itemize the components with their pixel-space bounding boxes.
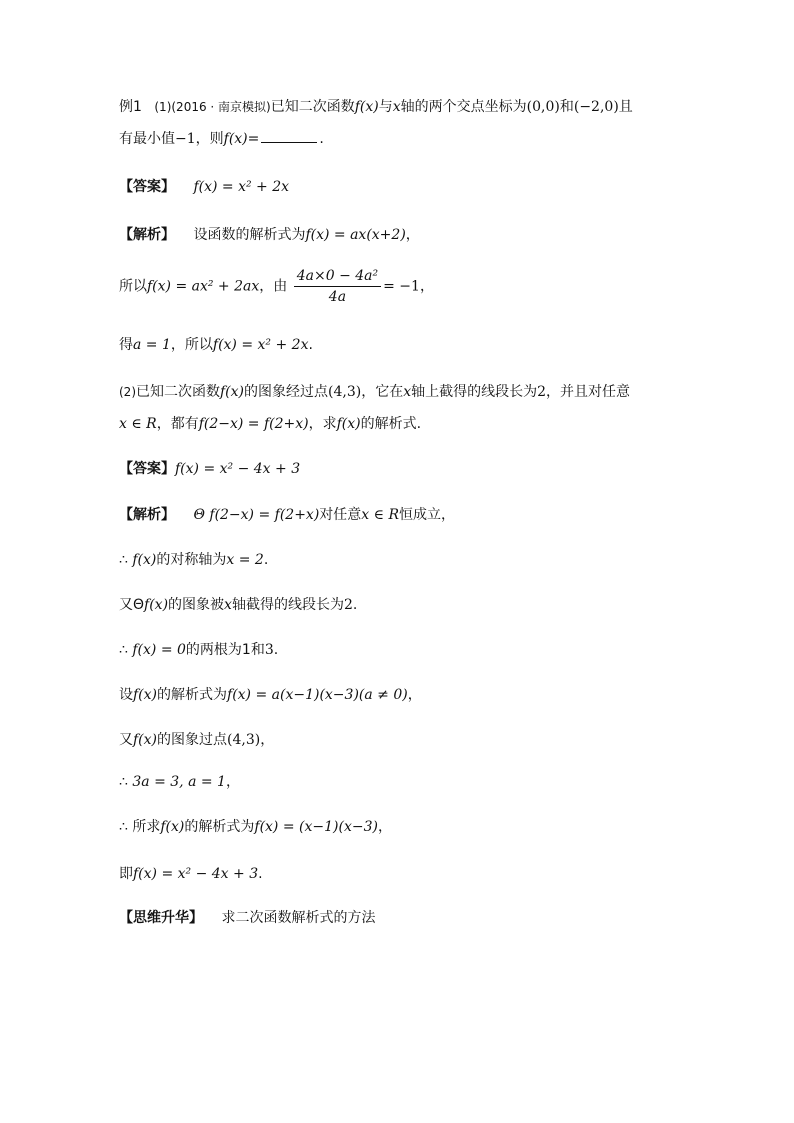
text: 又 [119, 732, 133, 748]
analysis2-step9 [119, 863, 263, 885]
text: 所以 [119, 278, 147, 295]
text: 且 [618, 99, 633, 115]
text: ， [407, 687, 422, 703]
therefore-symbol: ∴ [119, 774, 128, 790]
math-expression: f(x) = x² − 4x + 3 [133, 866, 259, 882]
math-value: 3 [264, 642, 274, 658]
math-expression: 3a = 3, a = 1 [132, 774, 226, 790]
math-expression: f(x) = 0 [132, 642, 186, 658]
answer-expression: f(x) = x² + 2x [193, 179, 290, 195]
text: . [273, 642, 279, 658]
math-value: −1 [175, 131, 196, 147]
math-point: (0,0) [526, 99, 560, 115]
analysis1-line3 [119, 334, 313, 356]
math-expression: f(x) = ax(x+2) [305, 227, 406, 243]
part-number: (1) [154, 100, 172, 114]
math-fx: f(x) [133, 687, 158, 703]
analysis2-step4 [119, 639, 278, 661]
text: . [263, 552, 269, 568]
math-expression: f(2−x) = f(2+x) [198, 416, 309, 432]
math-expression: Θ f(2−x) = f(2+x) [193, 507, 320, 523]
text: 又Θ [119, 597, 145, 613]
math-eq: = [247, 131, 260, 147]
answer1-line [119, 176, 289, 198]
analysis-label: 【解析】 [119, 227, 175, 243]
math-x: x [403, 384, 412, 400]
text: ，它在 [361, 384, 404, 400]
example1-line2 [119, 128, 324, 150]
fraction [294, 268, 381, 305]
fraction-numerator: 4a×0 − 4a² [294, 268, 381, 287]
text: 对任意 [319, 507, 362, 523]
text: 与 [378, 99, 393, 115]
math-expression: f(x) = ax² + 2ax [147, 278, 260, 295]
text: ，都有 [156, 416, 199, 432]
text: 设 [119, 687, 133, 703]
analysis2-step3 [119, 594, 357, 616]
text: 的解析式为 [184, 819, 255, 835]
summary-line [119, 907, 375, 929]
text: 已知二次函数 [270, 99, 355, 115]
math-point: (4,3) [328, 384, 362, 400]
text: ，所以 [170, 337, 213, 353]
analysis1-line1 [119, 224, 420, 246]
analysis2-step8 [119, 816, 392, 838]
math-expression: x ∈ R [361, 507, 399, 523]
summary-label: 【思维升华】 [119, 910, 203, 926]
summary-text: 求二次函数解析式的方法 [221, 910, 376, 926]
fraction-denominator: 4a [328, 289, 347, 305]
text: ，则 [195, 131, 224, 147]
math-expression: x = 2 [226, 552, 264, 568]
text: 轴的两个交点坐标为 [400, 99, 527, 115]
math-point: (−2,0) [573, 99, 619, 115]
analysis2-step7 [119, 771, 240, 793]
example1-line1 [119, 96, 633, 118]
math-expression: x ∈ R [119, 416, 157, 432]
text: 轴上截得的线段长为 [411, 384, 538, 400]
text: 有最小值 [119, 131, 175, 147]
text: ， [225, 774, 240, 790]
text: 已知二次函数 [136, 384, 220, 400]
therefore-symbol: ∴ [119, 819, 128, 835]
text: ，并且对任意 [546, 384, 631, 400]
analysis1-line2 [119, 268, 434, 305]
math-fx: f(x) [144, 597, 169, 613]
part-number: (2) [119, 385, 136, 399]
source-tag: (2016 · 南京模拟) [171, 100, 271, 114]
math-expression: f(x) = a(x−1)(x−3)(a ≠ 0) [227, 687, 408, 703]
text: 恒成立， [399, 507, 455, 523]
analysis2-step5 [119, 684, 422, 706]
text: 即 [119, 866, 133, 882]
text: 轴截得的线段长为 [231, 597, 344, 613]
text: 的图象经过点 [244, 384, 329, 400]
math-value: 2 [343, 597, 353, 613]
text: 的图象被 [168, 597, 225, 613]
math-expression: a = 1 [133, 337, 171, 353]
text: . [319, 131, 324, 147]
math-fx: f(x) [354, 99, 379, 115]
text: 所求 [132, 819, 161, 835]
math-fx: f(x) [220, 384, 245, 400]
text: ， [419, 278, 434, 295]
text: 的解析式. [360, 416, 422, 432]
math-value: 2 [537, 384, 547, 400]
answer-label: 【答案】 [119, 461, 175, 477]
math-fx: f(x) [223, 131, 248, 147]
text: ， [377, 819, 392, 835]
text: 和 [559, 99, 574, 115]
math-expression: = −1 [383, 278, 420, 295]
text: ， [405, 227, 420, 243]
therefore-symbol: ∴ [119, 552, 128, 568]
math-expression: f(x) = x² + 2x [212, 337, 309, 353]
text: . [352, 597, 358, 613]
math-point: (4,3) [227, 732, 261, 748]
text: 的解析式为 [157, 687, 228, 703]
answer2-line [119, 458, 300, 480]
answer-label: 【答案】 [119, 179, 175, 195]
math-x: x [392, 99, 401, 115]
text: 的图象过点 [157, 732, 228, 748]
text: 的两根为 [185, 642, 242, 658]
math-fx: f(x) [160, 819, 185, 835]
text: ，由 [259, 278, 288, 295]
math-expression: f(x) = (x−1)(x−3) [254, 819, 378, 835]
math-fx: f(x) [132, 552, 157, 568]
text: . [258, 866, 263, 882]
analysis2-step1 [119, 504, 455, 526]
math-x: x [224, 597, 232, 613]
text: 1和 [241, 642, 265, 658]
answer-expression: f(x) = x² − 4x + 3 [175, 461, 301, 477]
text: ，求 [308, 416, 337, 432]
analysis2-step2 [119, 549, 268, 571]
example2-line2 [119, 413, 421, 435]
text: . [308, 337, 313, 353]
text: 得 [119, 337, 133, 353]
analysis2-step6 [119, 729, 274, 751]
therefore-symbol: ∴ [119, 642, 128, 658]
example2-line1 [119, 381, 630, 403]
text: 设函数的解析式为 [193, 227, 306, 243]
math-fx: f(x) [133, 732, 158, 748]
example-number: 例1 [119, 99, 142, 115]
text: ， [260, 732, 275, 748]
answer-blank [261, 128, 317, 143]
analysis-label: 【解析】 [119, 507, 175, 523]
text: 的对称轴为 [156, 552, 227, 568]
math-fx: f(x) [336, 416, 361, 432]
